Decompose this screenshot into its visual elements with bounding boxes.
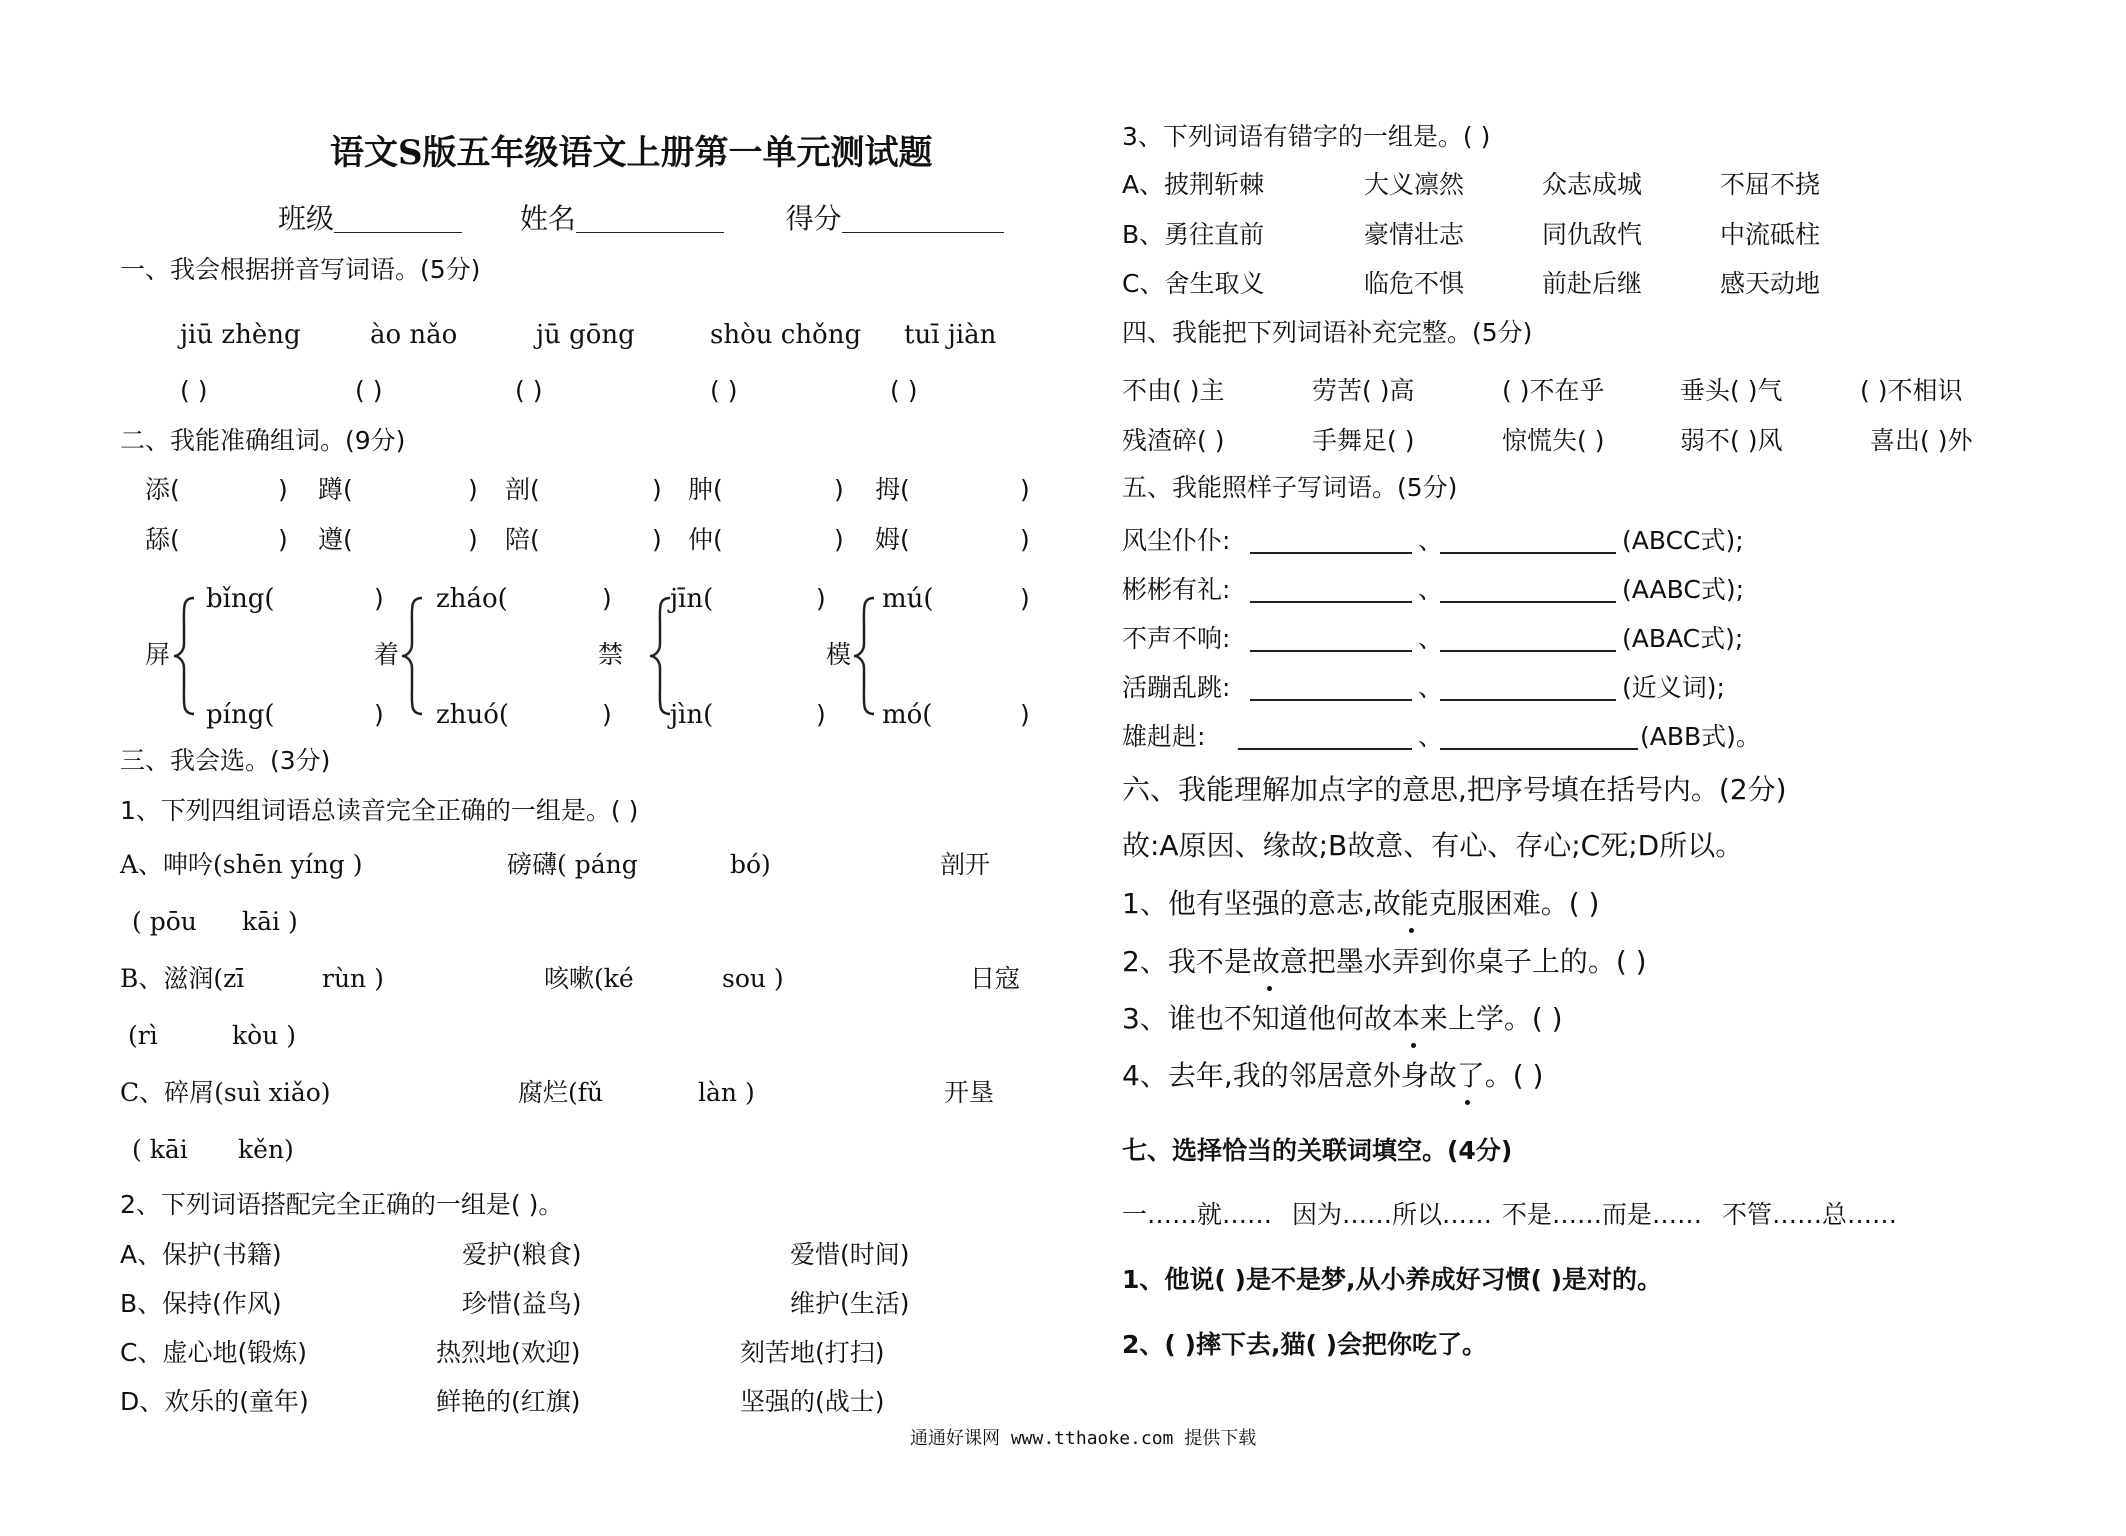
conjunction-option: 不是……而是…… xyxy=(1502,1200,1703,1229)
q2-choice-d[interactable]: D、欢乐的(童年) xyxy=(120,1387,309,1416)
emphasis-dot xyxy=(1409,928,1414,933)
choice-a[interactable]: A、呻吟(shēn yíng ) xyxy=(120,850,363,879)
answer-bracket-1[interactable]: ( ) xyxy=(180,376,208,405)
s6-item[interactable]: 3、谁也不知道他何故本来上学。( ) xyxy=(1122,1002,1563,1035)
polyphone-close[interactable]: ) xyxy=(374,700,384,729)
q2-choice-a[interactable]: A、保护(书籍) xyxy=(120,1240,282,1269)
word-group-item: 遵( xyxy=(318,525,353,554)
separator: 、 xyxy=(1418,526,1444,555)
polyphone-char: 着 xyxy=(374,640,400,669)
idiom-fill[interactable]: 垂头( )气 xyxy=(1680,376,1783,405)
polyphone-char: 禁 xyxy=(598,640,624,669)
choice-c-word2: 腐烂(fǔ xyxy=(518,1078,604,1107)
polyphone-reading-top: jīn( xyxy=(670,584,714,614)
section5-heading: 五、我能照样子写词语。(5分) xyxy=(1122,473,1458,502)
q2-choice-b[interactable]: B、保持(作风) xyxy=(120,1289,282,1318)
polyphone-close[interactable]: ) xyxy=(602,584,612,613)
class-blank[interactable] xyxy=(334,203,462,233)
q3-choice-a-3: 众志成城 xyxy=(1542,170,1643,199)
q2-choice-c-2: 热烈地(欢迎) xyxy=(436,1338,581,1367)
separator: 、 xyxy=(1418,722,1444,751)
polyphone-char: 屏 xyxy=(145,640,171,669)
definition: 故:A原因、缘故;B故意、有心、存心;C死;D所以。 xyxy=(1122,829,1744,862)
word-group-close[interactable]: ) xyxy=(834,475,844,504)
pattern-note: (AABC式); xyxy=(1622,575,1744,604)
question-3: 3、下列词语有错字的一组是。( ) xyxy=(1122,122,1491,151)
word-group-item: 陪( xyxy=(505,525,540,554)
word-group-close[interactable]: ) xyxy=(278,525,288,554)
choice-b[interactable]: B、滋润(zī xyxy=(120,964,245,993)
choice-c-word2b: làn ) xyxy=(698,1078,755,1107)
word-group-close[interactable]: ) xyxy=(468,475,478,504)
section2-heading: 二、我能准确组词。(9分) xyxy=(120,426,406,455)
answer-line[interactable] xyxy=(1440,699,1616,701)
q2-choice-c[interactable]: C、虚心地(锻炼) xyxy=(120,1338,307,1367)
q3-choice-a-4: 不屈不挠 xyxy=(1720,170,1821,199)
separator: 、 xyxy=(1418,575,1444,604)
answer-line[interactable] xyxy=(1250,601,1412,603)
answer-line[interactable] xyxy=(1440,748,1638,750)
answer-line[interactable] xyxy=(1250,552,1412,554)
s7-item[interactable]: 2、( )摔下去,猫( )会把你吃了。 xyxy=(1122,1330,1488,1359)
polyphone-close[interactable]: ) xyxy=(1020,584,1030,613)
word-group-close[interactable]: ) xyxy=(278,475,288,504)
conjunction-option: 一……就…… xyxy=(1122,1200,1273,1229)
word-group-item: 肿( xyxy=(688,475,723,504)
header-fields xyxy=(278,203,1004,233)
polyphone-reading-top: mú( xyxy=(882,584,934,614)
pattern-word: 雄赳赳: xyxy=(1122,722,1206,751)
emphasis-dot xyxy=(1411,1043,1416,1048)
pattern-note: (ABAC式); xyxy=(1622,624,1744,653)
q2-choice-a-2: 爱护(粮食) xyxy=(462,1240,582,1269)
question-1: 1、下列四组词语总读音完全正确的一组是。( ) xyxy=(120,796,639,825)
answer-bracket-3[interactable]: ( ) xyxy=(515,376,543,405)
emphasis-dot xyxy=(1267,986,1272,991)
q2-choice-a-3: 爱惜(时间) xyxy=(790,1240,910,1269)
choice-a-word2b: bó) xyxy=(730,850,771,879)
answer-line[interactable] xyxy=(1250,650,1412,652)
word-group-close[interactable]: ) xyxy=(834,525,844,554)
word-group-item: 姆( xyxy=(875,525,910,554)
pattern-word: 彬彬有礼: xyxy=(1122,575,1231,604)
pattern-word: 风尘仆仆: xyxy=(1122,526,1231,555)
idiom-fill[interactable]: 喜出( )外 xyxy=(1870,426,1973,455)
pattern-note: (近义词); xyxy=(1622,673,1725,702)
idiom-fill[interactable]: 不由( )主 xyxy=(1122,376,1225,405)
q3-choice-c-2: 临危不惧 xyxy=(1364,269,1465,298)
answer-line[interactable] xyxy=(1440,650,1616,652)
question-2: 2、下列词语搭配完全正确的一组是( )。 xyxy=(120,1190,564,1219)
s6-item[interactable]: 4、去年,我的邻居意外身故了。( ) xyxy=(1122,1059,1544,1092)
word-group-close[interactable]: ) xyxy=(652,475,662,504)
name-blank[interactable] xyxy=(576,203,724,233)
choice-b-cont2: kòu ) xyxy=(232,1021,297,1050)
q3-choice-c-4: 感天动地 xyxy=(1720,269,1821,298)
pinyin-3: jū gōng xyxy=(536,320,635,350)
polyphone-reading-bottom: jìn( xyxy=(670,700,714,730)
polyphone-close[interactable]: ) xyxy=(602,700,612,729)
q3-choice-c[interactable]: C、舍生取义 xyxy=(1122,269,1265,298)
choice-b-word3: 日寇 xyxy=(970,964,1021,993)
polyphone-close[interactable]: ) xyxy=(816,584,826,613)
brace-icon xyxy=(400,596,424,716)
choice-b-word2: 咳嗽(ké xyxy=(544,964,634,993)
idiom-fill[interactable]: 弱不( )风 xyxy=(1680,426,1783,455)
conjunction-option: 因为……所以…… xyxy=(1292,1200,1493,1229)
score-label: 得分 xyxy=(785,202,842,235)
idiom-fill[interactable]: ( )不在乎 xyxy=(1502,376,1605,405)
choice-a-word2: 磅礴( páng xyxy=(507,850,638,879)
word-group-item: 仲( xyxy=(688,525,723,554)
choice-c-word3: 开垦 xyxy=(944,1078,995,1107)
answer-bracket-2[interactable]: ( ) xyxy=(355,376,383,405)
q2-choice-b-3: 维护(生活) xyxy=(790,1289,910,1318)
choice-c[interactable]: C、碎屑(suì xiǎo) xyxy=(120,1078,331,1107)
word-group-item: 舔( xyxy=(145,525,180,554)
q2-choice-d-3: 坚强的(战士) xyxy=(740,1387,885,1416)
word-group-item: 拇( xyxy=(875,475,910,504)
word-group-close[interactable]: ) xyxy=(1020,475,1030,504)
answer-line[interactable] xyxy=(1440,601,1616,603)
pattern-word: 活蹦乱跳: xyxy=(1122,673,1231,702)
idiom-fill[interactable]: 惊慌失( ) xyxy=(1502,426,1605,455)
q2-choice-b-2: 珍惜(益鸟) xyxy=(462,1289,582,1318)
polyphone-reading-bottom: mó( xyxy=(882,700,933,730)
polyphone-char: 模 xyxy=(826,640,852,669)
emphasis-dot xyxy=(1465,1100,1470,1105)
choice-a-cont: ( pōu xyxy=(132,907,197,936)
q3-choice-b-3: 同仇敌忾 xyxy=(1542,220,1643,249)
s6-item[interactable]: 2、我不是故意把墨水弄到你桌子上的。( ) xyxy=(1122,945,1647,978)
section6-heading: 六、我能理解加点字的意思,把序号填在括号内。(2分) xyxy=(1122,773,1787,806)
pinyin-5: tuī jiàn xyxy=(904,320,997,350)
idiom-fill[interactable]: 劳苦( )高 xyxy=(1312,376,1415,405)
polyphone-reading-top: bǐng( xyxy=(206,584,275,614)
choice-c-cont2: kěn) xyxy=(238,1135,294,1164)
q3-choice-b-2: 豪情壮志 xyxy=(1364,220,1465,249)
choice-c-cont: ( kāi xyxy=(132,1135,188,1164)
word-group-close[interactable]: ) xyxy=(652,525,662,554)
conjunction-option: 不管……总…… xyxy=(1722,1200,1898,1229)
choice-b-word2b: sou ) xyxy=(722,964,784,993)
section7-heading: 七、选择恰当的关联词填空。(4分) xyxy=(1122,1136,1513,1165)
choice-a-cont2: kāi ) xyxy=(242,907,298,936)
brace-icon xyxy=(852,596,876,716)
choice-b-part: rùn ) xyxy=(322,964,384,993)
q3-choice-b[interactable]: B、勇往直前 xyxy=(1122,220,1265,249)
q2-choice-c-3: 刻苦地(打扫) xyxy=(740,1338,885,1367)
idiom-fill[interactable]: 残渣碎( ) xyxy=(1122,426,1225,455)
answer-line[interactable] xyxy=(1238,748,1412,750)
pattern-note: (ABB式)。 xyxy=(1640,722,1761,751)
polyphone-close[interactable]: ) xyxy=(374,584,384,613)
q2-choice-d-2: 鲜艳的(红旗) xyxy=(436,1387,581,1416)
pinyin-2: ào nǎo xyxy=(370,320,458,350)
q3-choice-b-4: 中流砥柱 xyxy=(1720,220,1821,249)
answer-line[interactable] xyxy=(1250,699,1412,701)
word-group-item: 添( xyxy=(145,475,180,504)
word-group-item: 剖( xyxy=(505,475,540,504)
q3-choice-a[interactable]: A、披荆斩棘 xyxy=(1122,170,1265,199)
choice-b-cont: (rì xyxy=(128,1021,158,1050)
class-label: 班级 xyxy=(278,202,335,235)
answer-line[interactable] xyxy=(1440,552,1616,554)
q3-choice-a-2: 大义凛然 xyxy=(1364,170,1465,199)
pattern-note: (ABCC式); xyxy=(1622,526,1744,555)
separator: 、 xyxy=(1418,624,1444,653)
answer-bracket-5[interactable]: ( ) xyxy=(890,376,918,405)
section3-heading: 三、我会选。(3分) xyxy=(120,746,331,775)
page-title: 语文S版五年级语文上册第一单元测试题 xyxy=(330,133,933,173)
polyphone-reading-top: zháo( xyxy=(436,584,508,614)
choice-a-word3: 剖开 xyxy=(940,850,991,879)
pinyin-1: jiū zhèng xyxy=(180,320,301,350)
q3-choice-c-3: 前赴后继 xyxy=(1542,269,1643,298)
idiom-fill[interactable]: 手舞足( ) xyxy=(1312,426,1415,455)
word-group-close[interactable]: ) xyxy=(468,525,478,554)
polyphone-close[interactable]: ) xyxy=(1020,700,1030,729)
polyphone-reading-bottom: zhuó( xyxy=(436,700,509,730)
footer-text: 通通好课网 www.tthaoke.com 提供下载 xyxy=(910,1428,1257,1449)
word-group-close[interactable]: ) xyxy=(1020,525,1030,554)
brace-icon xyxy=(172,596,196,716)
pinyin-4: shòu chǒng xyxy=(710,320,862,350)
answer-bracket-4[interactable]: ( ) xyxy=(710,376,738,405)
pattern-word: 不声不响: xyxy=(1122,624,1231,653)
section1-heading: 一、我会根据拼音写词语。(5分) xyxy=(120,255,481,284)
brace-icon xyxy=(648,596,672,716)
idiom-fill[interactable]: ( )不相识 xyxy=(1860,376,1963,405)
score-blank[interactable] xyxy=(842,203,1004,233)
separator: 、 xyxy=(1418,673,1444,702)
polyphone-close[interactable]: ) xyxy=(816,700,826,729)
section4-heading: 四、我能把下列词语补充完整。(5分) xyxy=(1122,318,1533,347)
name-label: 姓名 xyxy=(519,202,576,235)
s6-item[interactable]: 1、他有坚强的意志,故能克服困难。( ) xyxy=(1122,887,1600,920)
s7-item[interactable]: 1、他说( )是不是梦,从小养成好习惯( )是对的。 xyxy=(1122,1265,1663,1294)
polyphone-reading-bottom: píng( xyxy=(206,700,275,730)
word-group-item: 蹲( xyxy=(318,475,353,504)
